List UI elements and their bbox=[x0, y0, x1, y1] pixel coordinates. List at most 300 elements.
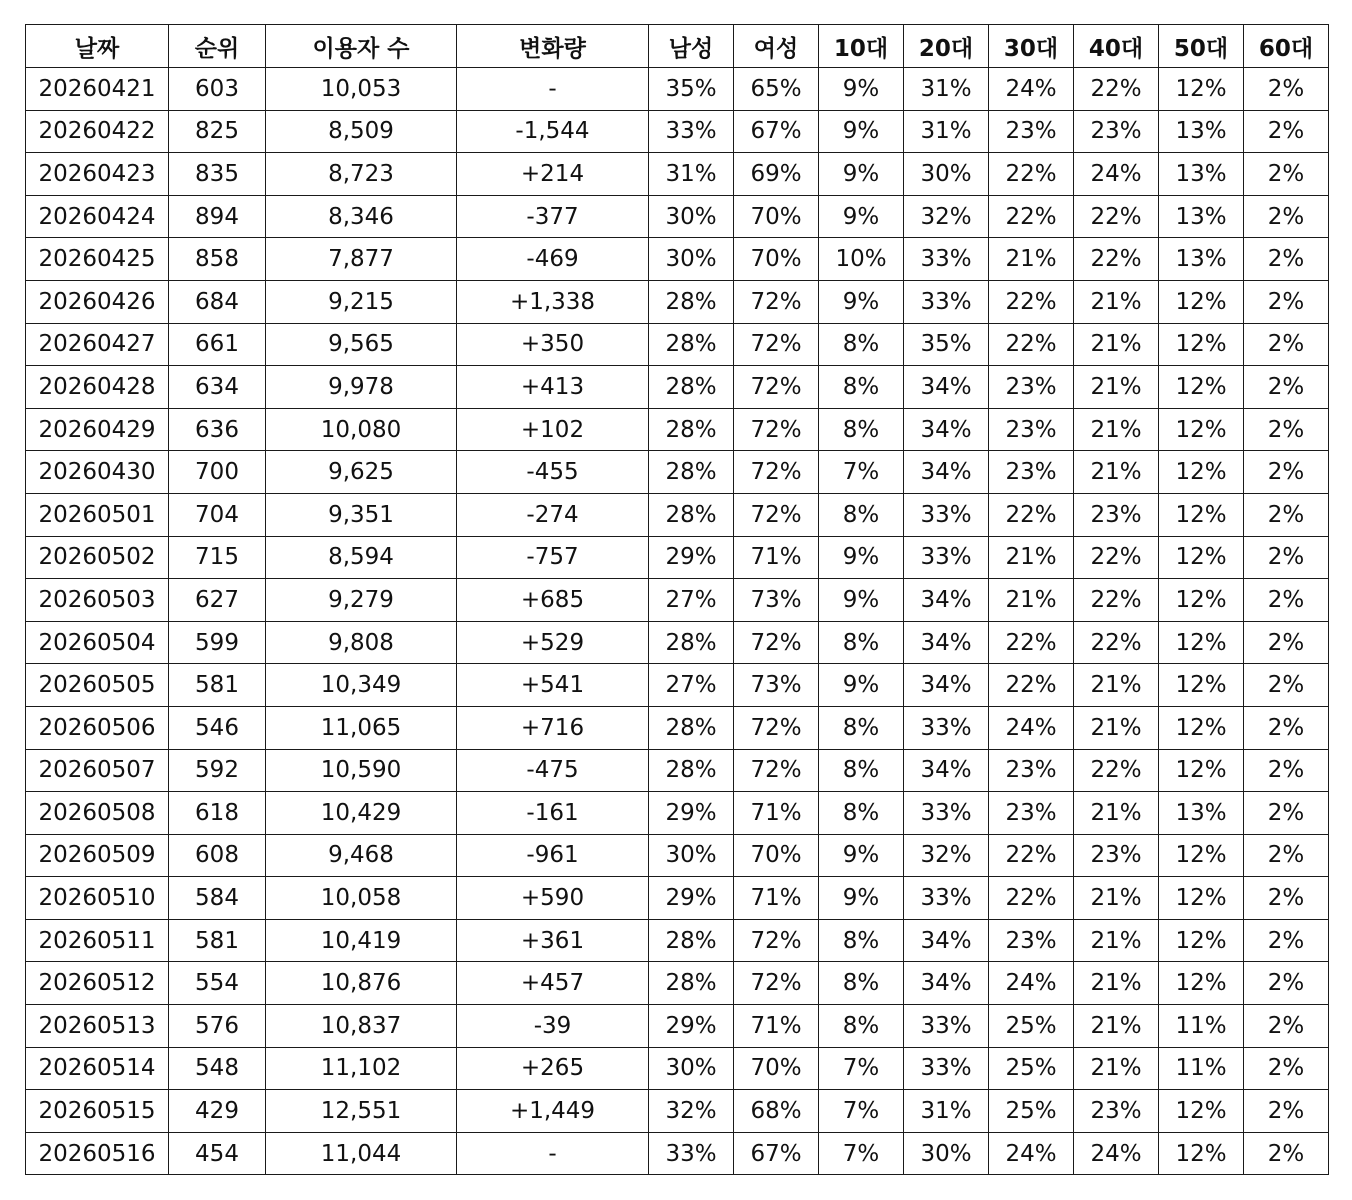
cell-age-10: 9% bbox=[819, 153, 904, 196]
cell-users: 11,102 bbox=[266, 1047, 457, 1090]
cell-age-10: 10% bbox=[819, 238, 904, 281]
cell-age-30: 22% bbox=[989, 323, 1074, 366]
cell-change: +1,338 bbox=[457, 280, 649, 323]
cell-male: 28% bbox=[649, 493, 734, 536]
cell-age-40: 21% bbox=[1074, 408, 1159, 451]
cell-rank: 608 bbox=[169, 834, 266, 877]
cell-users: 8,346 bbox=[266, 195, 457, 238]
cell-age-40: 24% bbox=[1074, 1132, 1159, 1175]
cell-age-10: 8% bbox=[819, 706, 904, 749]
cell-female: 73% bbox=[734, 579, 819, 622]
cell-age-10: 7% bbox=[819, 1132, 904, 1175]
header-age-60: 60대 bbox=[1244, 25, 1329, 68]
cell-users: 8,723 bbox=[266, 153, 457, 196]
cell-age-10: 8% bbox=[819, 621, 904, 664]
cell-rank: 636 bbox=[169, 408, 266, 451]
cell-date: 20260423 bbox=[26, 153, 169, 196]
header-users: 이용자 수 bbox=[266, 25, 457, 68]
cell-male: 28% bbox=[649, 621, 734, 664]
cell-age-60: 2% bbox=[1244, 706, 1329, 749]
cell-age-20: 34% bbox=[904, 366, 989, 409]
cell-age-40: 22% bbox=[1074, 536, 1159, 579]
cell-date: 20260513 bbox=[26, 1005, 169, 1048]
cell-female: 68% bbox=[734, 1090, 819, 1133]
cell-date: 20260503 bbox=[26, 579, 169, 622]
cell-age-20: 32% bbox=[904, 834, 989, 877]
cell-age-30: 23% bbox=[989, 408, 1074, 451]
cell-age-60: 2% bbox=[1244, 1047, 1329, 1090]
cell-age-20: 33% bbox=[904, 280, 989, 323]
cell-users: 10,837 bbox=[266, 1005, 457, 1048]
cell-age-30: 24% bbox=[989, 68, 1074, 111]
cell-rank: 704 bbox=[169, 493, 266, 536]
cell-age-60: 2% bbox=[1244, 68, 1329, 111]
cell-female: 71% bbox=[734, 877, 819, 920]
stats-table bbox=[25, 24, 1329, 1175]
cell-age-40: 23% bbox=[1074, 1090, 1159, 1133]
cell-rank: 599 bbox=[169, 621, 266, 664]
cell-male: 31% bbox=[649, 153, 734, 196]
cell-age-40: 22% bbox=[1074, 621, 1159, 664]
cell-rank: 715 bbox=[169, 536, 266, 579]
cell-users: 10,349 bbox=[266, 664, 457, 707]
cell-female: 73% bbox=[734, 664, 819, 707]
cell-age-40: 21% bbox=[1074, 1047, 1159, 1090]
cell-users: 10,058 bbox=[266, 877, 457, 920]
cell-users: 12,551 bbox=[266, 1090, 457, 1133]
cell-rank: 554 bbox=[169, 962, 266, 1005]
cell-date: 20260514 bbox=[26, 1047, 169, 1090]
cell-age-10: 8% bbox=[819, 749, 904, 792]
cell-change: +265 bbox=[457, 1047, 649, 1090]
cell-age-30: 22% bbox=[989, 493, 1074, 536]
cell-age-60: 2% bbox=[1244, 1090, 1329, 1133]
cell-female: 71% bbox=[734, 1005, 819, 1048]
cell-rank: 454 bbox=[169, 1132, 266, 1175]
cell-change: -469 bbox=[457, 238, 649, 281]
cell-rank: 835 bbox=[169, 153, 266, 196]
cell-rank: 581 bbox=[169, 664, 266, 707]
cell-age-30: 23% bbox=[989, 919, 1074, 962]
table-row bbox=[26, 280, 1329, 323]
cell-age-50: 12% bbox=[1159, 536, 1244, 579]
table-row bbox=[26, 834, 1329, 877]
cell-age-20: 34% bbox=[904, 664, 989, 707]
cell-age-20: 34% bbox=[904, 579, 989, 622]
cell-age-40: 21% bbox=[1074, 962, 1159, 1005]
cell-users: 9,978 bbox=[266, 366, 457, 409]
cell-age-30: 21% bbox=[989, 238, 1074, 281]
cell-users: 9,351 bbox=[266, 493, 457, 536]
header-female: 여성 bbox=[734, 25, 819, 68]
cell-age-30: 24% bbox=[989, 706, 1074, 749]
cell-age-60: 2% bbox=[1244, 664, 1329, 707]
cell-male: 27% bbox=[649, 579, 734, 622]
table-row bbox=[26, 706, 1329, 749]
cell-male: 27% bbox=[649, 664, 734, 707]
cell-age-20: 30% bbox=[904, 1132, 989, 1175]
cell-age-50: 12% bbox=[1159, 1090, 1244, 1133]
cell-age-40: 21% bbox=[1074, 664, 1159, 707]
cell-age-10: 9% bbox=[819, 664, 904, 707]
cell-female: 70% bbox=[734, 238, 819, 281]
cell-age-60: 2% bbox=[1244, 834, 1329, 877]
cell-age-50: 13% bbox=[1159, 238, 1244, 281]
cell-age-30: 24% bbox=[989, 1132, 1074, 1175]
cell-age-20: 33% bbox=[904, 238, 989, 281]
cell-age-40: 21% bbox=[1074, 706, 1159, 749]
cell-change: -455 bbox=[457, 451, 649, 494]
cell-age-50: 11% bbox=[1159, 1047, 1244, 1090]
table-row bbox=[26, 579, 1329, 622]
table-header bbox=[26, 25, 1329, 68]
cell-male: 33% bbox=[649, 1132, 734, 1175]
cell-age-20: 31% bbox=[904, 68, 989, 111]
header-age-50: 50대 bbox=[1159, 25, 1244, 68]
cell-age-60: 2% bbox=[1244, 323, 1329, 366]
header-male: 남성 bbox=[649, 25, 734, 68]
cell-age-10: 8% bbox=[819, 323, 904, 366]
cell-female: 71% bbox=[734, 792, 819, 835]
cell-users: 10,429 bbox=[266, 792, 457, 835]
table-body bbox=[26, 68, 1329, 1175]
cell-female: 70% bbox=[734, 1047, 819, 1090]
cell-age-40: 23% bbox=[1074, 493, 1159, 536]
cell-age-40: 21% bbox=[1074, 877, 1159, 920]
cell-male: 28% bbox=[649, 962, 734, 1005]
cell-change: +685 bbox=[457, 579, 649, 622]
table-row bbox=[26, 792, 1329, 835]
cell-female: 72% bbox=[734, 323, 819, 366]
cell-male: 33% bbox=[649, 110, 734, 153]
cell-age-60: 2% bbox=[1244, 408, 1329, 451]
cell-rank: 581 bbox=[169, 919, 266, 962]
cell-change: +214 bbox=[457, 153, 649, 196]
cell-age-20: 34% bbox=[904, 749, 989, 792]
cell-age-10: 8% bbox=[819, 366, 904, 409]
cell-age-10: 9% bbox=[819, 280, 904, 323]
cell-change: +361 bbox=[457, 919, 649, 962]
cell-rank: 825 bbox=[169, 110, 266, 153]
header-age-40: 40대 bbox=[1074, 25, 1159, 68]
cell-date: 20260516 bbox=[26, 1132, 169, 1175]
cell-age-60: 2% bbox=[1244, 153, 1329, 196]
cell-male: 29% bbox=[649, 1005, 734, 1048]
cell-change: -475 bbox=[457, 749, 649, 792]
cell-date: 20260507 bbox=[26, 749, 169, 792]
cell-age-30: 22% bbox=[989, 877, 1074, 920]
cell-age-50: 12% bbox=[1159, 493, 1244, 536]
cell-age-50: 12% bbox=[1159, 962, 1244, 1005]
cell-female: 72% bbox=[734, 451, 819, 494]
cell-age-60: 2% bbox=[1244, 238, 1329, 281]
cell-age-30: 22% bbox=[989, 834, 1074, 877]
cell-age-60: 2% bbox=[1244, 110, 1329, 153]
cell-rank: 576 bbox=[169, 1005, 266, 1048]
cell-age-10: 8% bbox=[819, 408, 904, 451]
header-rank: 순위 bbox=[169, 25, 266, 68]
cell-age-10: 9% bbox=[819, 877, 904, 920]
cell-age-20: 34% bbox=[904, 408, 989, 451]
cell-rank: 592 bbox=[169, 749, 266, 792]
header-date: 날짜 bbox=[26, 25, 169, 68]
cell-age-20: 33% bbox=[904, 1005, 989, 1048]
table-row bbox=[26, 962, 1329, 1005]
cell-age-30: 23% bbox=[989, 366, 1074, 409]
cell-age-10: 9% bbox=[819, 536, 904, 579]
cell-age-60: 2% bbox=[1244, 536, 1329, 579]
cell-change: +102 bbox=[457, 408, 649, 451]
cell-male: 29% bbox=[649, 877, 734, 920]
cell-users: 8,594 bbox=[266, 536, 457, 579]
cell-change: -757 bbox=[457, 536, 649, 579]
cell-male: 32% bbox=[649, 1090, 734, 1133]
cell-age-30: 24% bbox=[989, 962, 1074, 1005]
cell-age-60: 2% bbox=[1244, 451, 1329, 494]
table-row bbox=[26, 877, 1329, 920]
cell-age-40: 22% bbox=[1074, 238, 1159, 281]
cell-female: 65% bbox=[734, 68, 819, 111]
table-row bbox=[26, 408, 1329, 451]
cell-age-10: 9% bbox=[819, 195, 904, 238]
cell-users: 9,468 bbox=[266, 834, 457, 877]
cell-age-50: 13% bbox=[1159, 195, 1244, 238]
cell-age-50: 12% bbox=[1159, 451, 1244, 494]
cell-age-50: 12% bbox=[1159, 280, 1244, 323]
cell-age-10: 9% bbox=[819, 834, 904, 877]
cell-male: 28% bbox=[649, 706, 734, 749]
cell-female: 69% bbox=[734, 153, 819, 196]
cell-age-60: 2% bbox=[1244, 493, 1329, 536]
cell-male: 30% bbox=[649, 238, 734, 281]
cell-date: 20260428 bbox=[26, 366, 169, 409]
cell-age-40: 21% bbox=[1074, 919, 1159, 962]
cell-male: 35% bbox=[649, 68, 734, 111]
cell-users: 10,053 bbox=[266, 68, 457, 111]
cell-rank: 603 bbox=[169, 68, 266, 111]
cell-age-30: 25% bbox=[989, 1047, 1074, 1090]
cell-age-50: 12% bbox=[1159, 68, 1244, 111]
cell-date: 20260422 bbox=[26, 110, 169, 153]
cell-date: 20260426 bbox=[26, 280, 169, 323]
cell-male: 28% bbox=[649, 451, 734, 494]
cell-date: 20260509 bbox=[26, 834, 169, 877]
cell-change: +590 bbox=[457, 877, 649, 920]
cell-female: 72% bbox=[734, 408, 819, 451]
cell-age-40: 22% bbox=[1074, 68, 1159, 111]
table-row bbox=[26, 664, 1329, 707]
cell-date: 20260425 bbox=[26, 238, 169, 281]
cell-age-20: 30% bbox=[904, 153, 989, 196]
cell-age-20: 31% bbox=[904, 1090, 989, 1133]
cell-rank: 661 bbox=[169, 323, 266, 366]
cell-female: 72% bbox=[734, 280, 819, 323]
table-row bbox=[26, 493, 1329, 536]
cell-users: 10,876 bbox=[266, 962, 457, 1005]
cell-users: 10,590 bbox=[266, 749, 457, 792]
cell-age-60: 2% bbox=[1244, 749, 1329, 792]
cell-female: 71% bbox=[734, 536, 819, 579]
cell-male: 30% bbox=[649, 195, 734, 238]
cell-age-50: 13% bbox=[1159, 792, 1244, 835]
cell-age-20: 32% bbox=[904, 195, 989, 238]
cell-change: +413 bbox=[457, 366, 649, 409]
cell-age-60: 2% bbox=[1244, 366, 1329, 409]
cell-change: +716 bbox=[457, 706, 649, 749]
cell-age-60: 2% bbox=[1244, 579, 1329, 622]
cell-age-10: 7% bbox=[819, 451, 904, 494]
cell-age-30: 25% bbox=[989, 1090, 1074, 1133]
cell-date: 20260504 bbox=[26, 621, 169, 664]
cell-change: -377 bbox=[457, 195, 649, 238]
cell-change: -274 bbox=[457, 493, 649, 536]
cell-age-40: 23% bbox=[1074, 110, 1159, 153]
cell-age-30: 22% bbox=[989, 280, 1074, 323]
cell-age-50: 12% bbox=[1159, 579, 1244, 622]
cell-female: 72% bbox=[734, 706, 819, 749]
cell-date: 20260501 bbox=[26, 493, 169, 536]
cell-age-50: 12% bbox=[1159, 664, 1244, 707]
cell-age-10: 7% bbox=[819, 1047, 904, 1090]
cell-age-10: 8% bbox=[819, 1005, 904, 1048]
cell-male: 28% bbox=[649, 749, 734, 792]
cell-change: - bbox=[457, 1132, 649, 1175]
cell-date: 20260427 bbox=[26, 323, 169, 366]
cell-female: 70% bbox=[734, 834, 819, 877]
cell-age-30: 21% bbox=[989, 579, 1074, 622]
cell-date: 20260429 bbox=[26, 408, 169, 451]
cell-users: 11,044 bbox=[266, 1132, 457, 1175]
cell-male: 30% bbox=[649, 1047, 734, 1090]
header-row bbox=[26, 25, 1329, 68]
cell-age-30: 23% bbox=[989, 792, 1074, 835]
table-row bbox=[26, 195, 1329, 238]
cell-change: +457 bbox=[457, 962, 649, 1005]
cell-age-30: 22% bbox=[989, 664, 1074, 707]
cell-age-60: 2% bbox=[1244, 195, 1329, 238]
header-age-20: 20대 bbox=[904, 25, 989, 68]
cell-date: 20260511 bbox=[26, 919, 169, 962]
table-row bbox=[26, 536, 1329, 579]
cell-female: 72% bbox=[734, 366, 819, 409]
cell-users: 8,509 bbox=[266, 110, 457, 153]
cell-age-30: 23% bbox=[989, 451, 1074, 494]
cell-age-40: 22% bbox=[1074, 579, 1159, 622]
cell-age-30: 23% bbox=[989, 749, 1074, 792]
cell-age-20: 33% bbox=[904, 493, 989, 536]
cell-users: 7,877 bbox=[266, 238, 457, 281]
cell-age-20: 35% bbox=[904, 323, 989, 366]
table-row bbox=[26, 451, 1329, 494]
cell-rank: 546 bbox=[169, 706, 266, 749]
cell-age-50: 12% bbox=[1159, 706, 1244, 749]
cell-change: -1,544 bbox=[457, 110, 649, 153]
cell-rank: 548 bbox=[169, 1047, 266, 1090]
cell-male: 29% bbox=[649, 792, 734, 835]
cell-users: 11,065 bbox=[266, 706, 457, 749]
cell-age-10: 8% bbox=[819, 962, 904, 1005]
cell-age-50: 12% bbox=[1159, 323, 1244, 366]
cell-age-40: 23% bbox=[1074, 834, 1159, 877]
cell-date: 20260430 bbox=[26, 451, 169, 494]
header-age-30: 30대 bbox=[989, 25, 1074, 68]
cell-age-50: 13% bbox=[1159, 110, 1244, 153]
cell-age-60: 2% bbox=[1244, 280, 1329, 323]
cell-date: 20260502 bbox=[26, 536, 169, 579]
cell-female: 72% bbox=[734, 493, 819, 536]
cell-rank: 700 bbox=[169, 451, 266, 494]
cell-age-30: 21% bbox=[989, 536, 1074, 579]
cell-date: 20260506 bbox=[26, 706, 169, 749]
cell-age-40: 21% bbox=[1074, 280, 1159, 323]
cell-age-10: 9% bbox=[819, 579, 904, 622]
cell-age-50: 12% bbox=[1159, 366, 1244, 409]
cell-age-10: 8% bbox=[819, 792, 904, 835]
cell-change: -161 bbox=[457, 792, 649, 835]
cell-date: 20260512 bbox=[26, 962, 169, 1005]
table-row bbox=[26, 1005, 1329, 1048]
cell-male: 29% bbox=[649, 536, 734, 579]
cell-female: 72% bbox=[734, 919, 819, 962]
cell-age-60: 2% bbox=[1244, 1005, 1329, 1048]
cell-rank: 429 bbox=[169, 1090, 266, 1133]
cell-change: +350 bbox=[457, 323, 649, 366]
cell-age-20: 33% bbox=[904, 792, 989, 835]
cell-date: 20260424 bbox=[26, 195, 169, 238]
cell-age-50: 12% bbox=[1159, 408, 1244, 451]
table-row bbox=[26, 153, 1329, 196]
cell-age-20: 34% bbox=[904, 919, 989, 962]
cell-age-20: 33% bbox=[904, 536, 989, 579]
cell-age-50: 11% bbox=[1159, 1005, 1244, 1048]
cell-age-30: 22% bbox=[989, 195, 1074, 238]
cell-age-50: 12% bbox=[1159, 919, 1244, 962]
cell-age-60: 2% bbox=[1244, 621, 1329, 664]
table-row bbox=[26, 238, 1329, 281]
cell-rank: 894 bbox=[169, 195, 266, 238]
cell-age-50: 13% bbox=[1159, 153, 1244, 196]
cell-age-60: 2% bbox=[1244, 877, 1329, 920]
cell-male: 30% bbox=[649, 834, 734, 877]
cell-users: 9,279 bbox=[266, 579, 457, 622]
cell-age-20: 33% bbox=[904, 1047, 989, 1090]
cell-age-40: 21% bbox=[1074, 792, 1159, 835]
cell-age-20: 34% bbox=[904, 962, 989, 1005]
cell-age-40: 22% bbox=[1074, 195, 1159, 238]
cell-date: 20260505 bbox=[26, 664, 169, 707]
cell-users: 10,080 bbox=[266, 408, 457, 451]
cell-rank: 618 bbox=[169, 792, 266, 835]
cell-female: 67% bbox=[734, 110, 819, 153]
cell-age-60: 2% bbox=[1244, 919, 1329, 962]
cell-rank: 627 bbox=[169, 579, 266, 622]
cell-female: 72% bbox=[734, 962, 819, 1005]
table-row bbox=[26, 919, 1329, 962]
cell-age-40: 21% bbox=[1074, 1005, 1159, 1048]
table-row bbox=[26, 1047, 1329, 1090]
cell-age-10: 8% bbox=[819, 493, 904, 536]
cell-female: 72% bbox=[734, 749, 819, 792]
cell-age-40: 21% bbox=[1074, 366, 1159, 409]
cell-male: 28% bbox=[649, 366, 734, 409]
cell-age-10: 9% bbox=[819, 68, 904, 111]
cell-users: 10,419 bbox=[266, 919, 457, 962]
cell-users: 9,565 bbox=[266, 323, 457, 366]
cell-change: +529 bbox=[457, 621, 649, 664]
table-row bbox=[26, 323, 1329, 366]
cell-age-50: 12% bbox=[1159, 621, 1244, 664]
cell-change: +541 bbox=[457, 664, 649, 707]
